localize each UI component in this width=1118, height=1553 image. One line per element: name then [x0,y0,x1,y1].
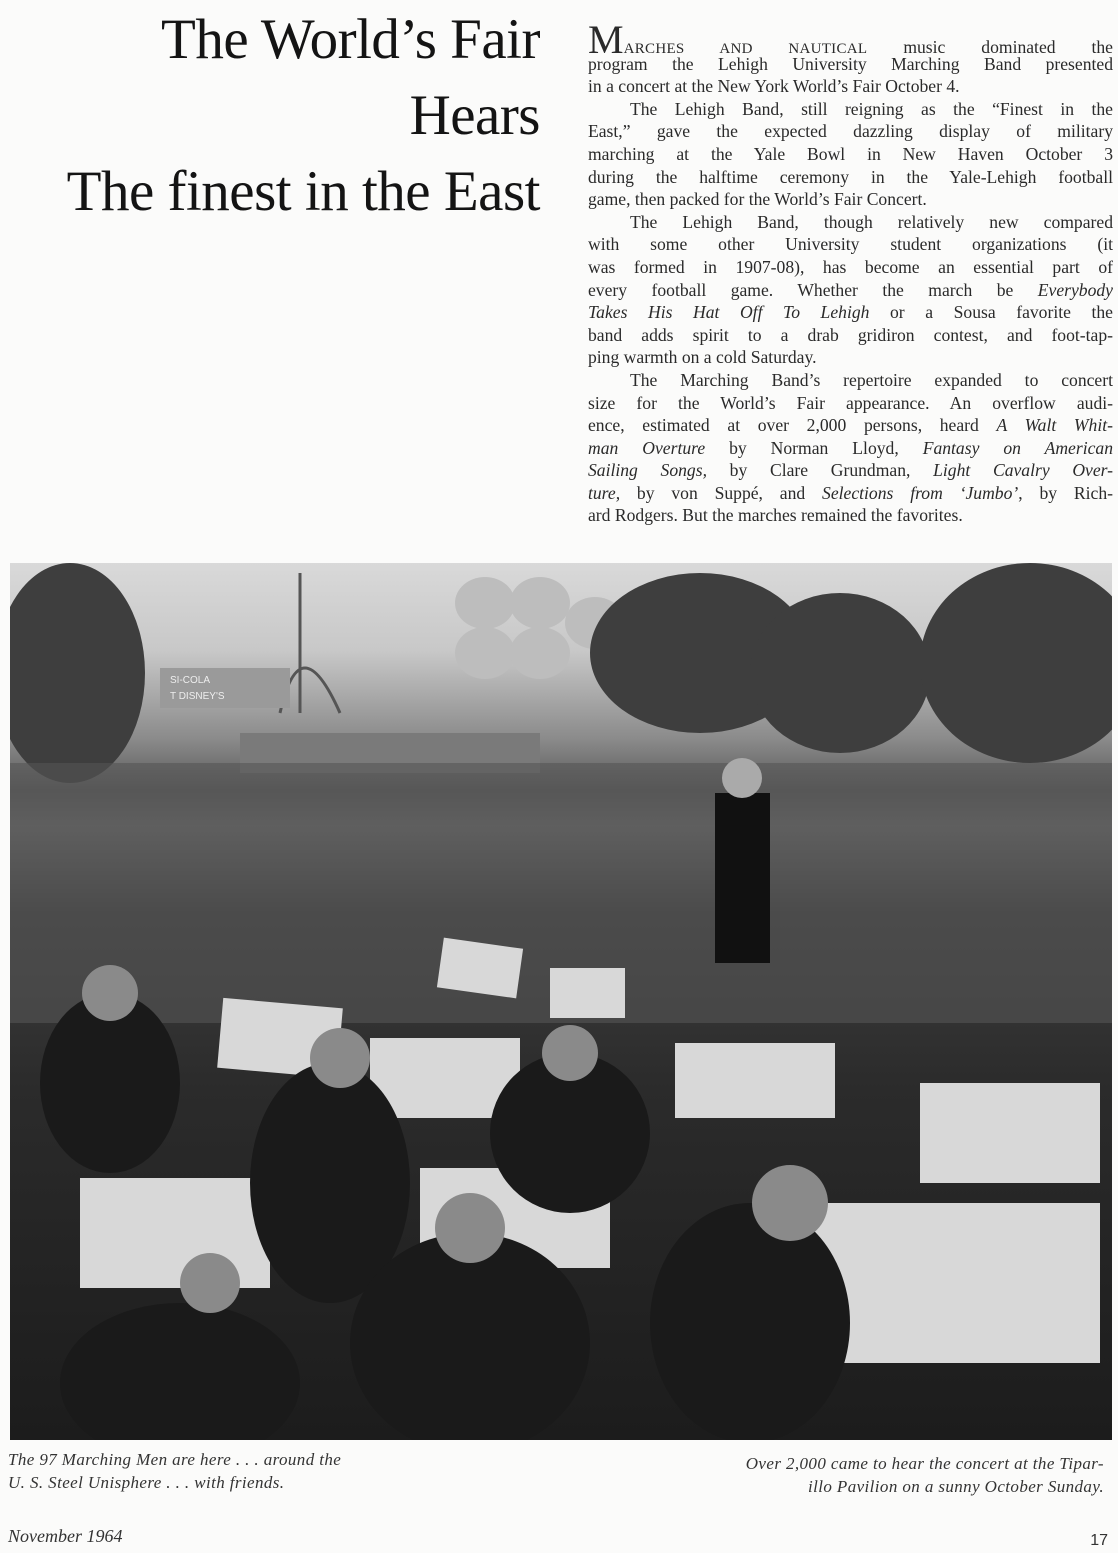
headline-line-1: The World’s Fair [161,8,540,71]
article-line [588,324,1113,347]
article-line [588,482,1113,505]
text-segment: was formed in 1907-08), has become an essential part of [588,256,1113,277]
italic-title-text: A Walt Whit- [996,415,1113,436]
issue-date: November 1964 [8,1526,123,1546]
italic-title-text: Fantasy on American [922,437,1114,458]
signboard [160,668,290,708]
sign-text-2: T DISNEY'S [170,691,225,702]
text-segment: with some other University student organizations (it [588,234,1113,255]
text-segment: game, then packed for the World’s Fair Concert. [588,189,927,210]
band-concert-photo [10,563,1112,1440]
article-line [588,301,1113,324]
caption-left-line-1: The 97 Marching Men are here . . . around the [8,1450,342,1469]
text-segment: , by Rich- [1018,482,1113,503]
caption-left [8,1448,341,1494]
caption-right-line-2: illo Pavilion on a sunny October Sunday. [808,1477,1104,1496]
text-segment: ence, estimated at over 2,000 persons, heard [588,415,997,436]
article-line [588,279,1113,302]
text-segment: ard Rodgers. But the marches remained the favorites. [588,505,963,526]
caption-left-line-2: U. S. Steel Unisphere . . . with friends. [8,1473,285,1492]
caption-right-line-1: Over 2,000 came to hear the concert at the Tipar- [745,1454,1104,1473]
article-line [588,346,1113,369]
italic-title-text: Takes His Hat Off To Lehigh [588,302,870,323]
text-segment: band adds spirit to a drab gridiron contest, and foot-tap- [588,324,1113,345]
photo-illustration [10,563,1112,1440]
article-line [588,17,1113,62]
text-segment: The Marching Band’s repertoire expanded to concert [630,369,1113,390]
article-line [588,188,1113,211]
text-segment: in a concert at the New York World’s Fair October 4. [588,76,960,97]
article-line [588,98,1113,121]
italic-title-text: man Overture [588,437,706,458]
article-line [588,414,1113,437]
text-segment: ping warmth on a cold Saturday. [588,347,817,368]
conductor [715,793,770,963]
small-caps-lead: ARCHES AND NAUTICAL [623,41,868,57]
headline-line-2: Hears [409,84,540,147]
italic-title-text: Sailing Songs, [588,460,707,481]
text-segment: by von Suppé, and [620,482,823,503]
caption-right [746,1452,1104,1498]
article-line [588,53,1113,76]
text-segment: during the halftime ceremony in the Yale-Lehigh football [588,166,1113,187]
italic-title-text: Selections from ‘Jumbo’ [822,482,1019,503]
drop-cap: M [588,17,624,62]
article-line [588,437,1113,460]
article-line [588,143,1113,166]
article-line [588,166,1113,189]
text-segment: or a Sousa favorite the [869,302,1113,323]
text-segment: every football game. Whether the march be [588,279,1038,300]
article-line [588,211,1113,234]
text-segment: East,” gave the expected dazzling display of military [588,121,1113,142]
text-segment: size for the World’s Fair appearance. An overflow audi- [588,392,1113,413]
text-segment: The Lehigh Band, though relatively new compared [630,211,1113,232]
article-line [588,504,1113,527]
text-segment: by Norman Lloyd, [705,437,923,458]
italic-title-text: Light Cavalry Over- [933,460,1114,481]
headline [67,2,540,230]
sign-text-1: SI-COLA [170,675,211,686]
article-line [588,392,1113,415]
text-segment: The Lehigh Band, still reigning as the “Finest in the [630,98,1113,119]
text-segment: program the Lehigh University Marching Band presented [588,53,1113,74]
text-segment: by Clare Grundman, [706,460,934,481]
article-line [588,256,1113,279]
text-segment: marching at the Yale Bowl in New Haven October 3 [588,143,1113,164]
article-line [588,369,1113,392]
italic-title-text: Everybody [1037,279,1113,300]
text-segment: music dominated the [867,37,1113,57]
article-line [588,233,1113,256]
article-line [588,459,1113,482]
article-line [588,120,1113,143]
italic-title-text: ture, [588,482,621,503]
page-number: 17 [1090,1532,1108,1549]
article-body [588,17,1114,527]
article-line [588,75,1113,98]
headline-line-3: The finest in the East [66,160,540,223]
